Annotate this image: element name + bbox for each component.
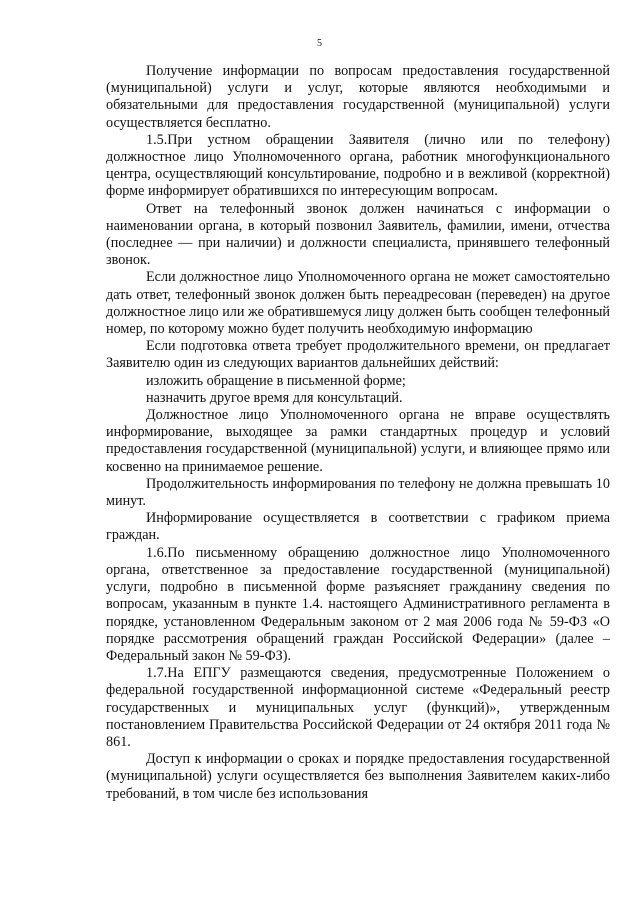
paragraph: Продолжительность информирования по телефону не должна превышать 10 минут. [106, 475, 610, 510]
list-item: изложить обращение в письменной форме; [146, 372, 406, 389]
paragraph: Доступ к информации о сроках и порядке предоставления государственной (муниципальной) услуги осуществляется без выполнения Заявителем каких-либо требований, в том числе без использования [106, 751, 610, 802]
list-item: назначить другое время для консультаций. [146, 389, 403, 406]
paragraph: Должностное лицо Уполномоченного органа не вправе осуществлять информирование, выходящее за рамки стандартных процедур и условий предоставления государственной (муниципальной) услуги, и влияющее прямо или косвенно на принимаемое решение. [106, 407, 610, 475]
paragraph: 1.5.При устном обращении Заявителя (лично или по телефону) должностное лицо Уполномоченного органа, работник многофункционального центра, осуществляющий консультирование, подробно и в вежливой (корректной) форме информирует обратившихся по интересующим вопросам. [106, 131, 610, 200]
paragraph: Ответ на телефонный звонок должен начинаться с информации о наименовании органа, в который позвонил Заявитель, фамилии, имени, отчества (последнее — при наличии) и должности специалиста, принявшего телефонный звонок. [106, 200, 610, 269]
paragraph: 1.6.По письменному обращению должностное лицо Уполномоченного органа, ответственное за предоставление государственной (муниципальной) услуги, подробно в письменной форме разъясняет гражданину сведения по вопросам, указанным в пункте 1.4. настоящего Административного регламента в порядке, установленном Федеральным законом от 2 мая 2006 года № 59-ФЗ «О порядке рассмотрения обращений граждан Российской Федерации» (далее – Федеральный закон № 59-ФЗ). [106, 544, 610, 664]
paragraph: 1.7.На ЕПГУ размещаются сведения, предусмотренные Положением о федеральной государственной информационной системе «Федеральный реестр государственных и муниципальных услуг (функций)», утвержденным постановлением Правительства Российской Федерации от 24 октября 2011 года № 861. [106, 665, 610, 750]
page-number: 5 [317, 38, 322, 49]
paragraph: Если должностное лицо Уполномоченного органа не может самостоятельно дать ответ, телефонный звонок должен быть переадресован (переведен) на другое должностное лицо или же обратившемуся лицу должен быть сообщен телефонный номер, по которому можно будет получить необходимую информацию [106, 269, 610, 338]
document-body [106, 63, 610, 803]
paragraph: Получение информации по вопросам предоставления государственной (муниципальной) услуги и услуг, которые являются необходимыми и обязательными для предоставления государственной (муниципальной) услуги осуществляется бесплатно. [106, 63, 610, 131]
paragraph: Информирование осуществляется в соответствии с графиком приема граждан. [106, 510, 610, 544]
paragraph: Если подготовка ответа требует продолжительного времени, он предлагает Заявителю один из следующих вариантов дальнейших действий: [106, 338, 610, 372]
